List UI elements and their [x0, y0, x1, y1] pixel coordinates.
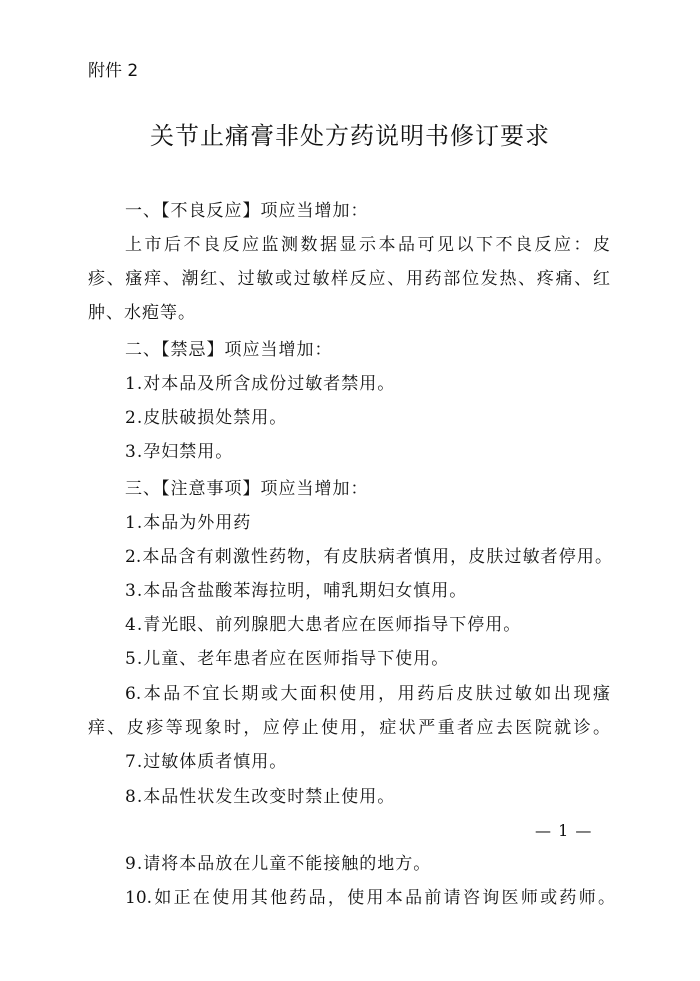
list-item: 8.本品性状发生改变时禁止使用。	[125, 787, 396, 807]
list-item: 1.对本品及所含成份过敏者禁用。	[125, 374, 396, 394]
list-item: 2.皮肤破损处禁用。	[125, 408, 288, 428]
attachment-label: 附件 2	[88, 61, 139, 81]
list-item: 3.本品含盐酸苯海拉明，哺乳期妇女慎用。	[125, 581, 468, 601]
section-heading-precautions: 三、【注意事项】项应当增加：	[125, 479, 369, 499]
list-item: 3.孕妇禁用。	[125, 442, 234, 462]
list-item: 6.本品不宜长期或大面积使用，用药后皮肤过敏如出现瘙	[125, 684, 610, 704]
list-item: 2.本品含有刺激性药物，有皮肤病者慎用，皮肤过敏者停用。	[125, 547, 612, 567]
paragraph-line: 疹、瘙痒、潮红、过敏或过敏样反应、用药部位发热、疼痛、红	[88, 269, 611, 289]
list-item: 7.过敏体质者慎用。	[125, 752, 288, 772]
paragraph-line: 肿、水疱等。	[88, 303, 196, 323]
list-item: 9.请将本品放在儿童不能接触的地方。	[125, 854, 432, 874]
list-item: 1.本品为外用药	[125, 513, 252, 533]
list-item-continuation: 痒、皮疹等现象时，应停止使用，症状严重者应去医院就诊。	[88, 718, 611, 738]
page-number: — 1 —	[535, 821, 593, 840]
paragraph-line: 上市后不良反应监测数据显示本品可见以下不良反应：皮	[125, 235, 610, 255]
list-item: 10.如正在使用其他药品，使用本品前请咨询医师或药师。	[125, 888, 615, 908]
list-item: 5.儿童、老年患者应在医师指导下使用。	[125, 649, 450, 669]
section-heading-adverse-reactions: 一、【不良反应】项应当增加：	[125, 201, 369, 221]
page-title: 关节止痛膏非处方药说明书修订要求	[150, 122, 550, 150]
section-heading-contraindications: 二、【禁忌】项应当增加：	[125, 340, 333, 360]
list-item: 4.青光眼、前列腺肥大患者应在医师指导下停用。	[125, 615, 522, 635]
